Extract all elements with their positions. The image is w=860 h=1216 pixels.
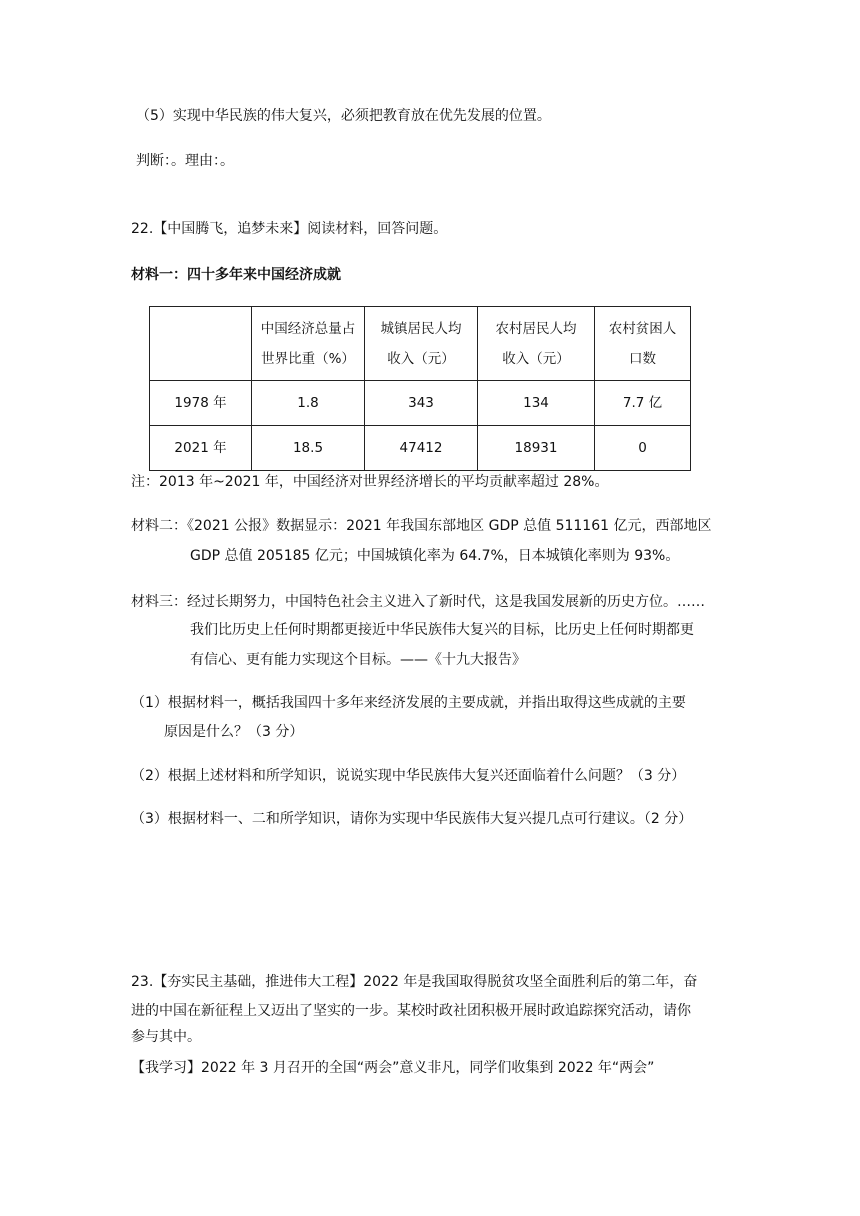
- question1-line1: （1）根据材料一，概括我国四十多年来经济发展的主要成就，并指出取得这些成就的主要: [131, 695, 686, 711]
- table-row: [150, 381, 691, 426]
- material1-title: 材料一：四十多年来中国经济成就: [131, 267, 341, 283]
- economy-table: [149, 306, 691, 471]
- q23-line4: 【我学习】2022 年 3 月召开的全国“两会”意义非凡，同学们收集到 2022 年“两会”: [131, 1060, 655, 1076]
- q22-title: 22.【中国腾飞，追梦未来】阅读材料，回答问题。: [131, 221, 448, 237]
- table-cell: 18931: [478, 426, 595, 471]
- material2-line1: 材料二：《2021 公报》数据显示：2021 年我国东部地区 GDP 总值 511161 亿元，西部地区: [131, 518, 712, 534]
- table-cell: 134: [478, 381, 595, 426]
- table-note: 注：2013 年~2021 年，中国经济对世界经济增长的平均贡献率超过 28%。: [131, 474, 609, 490]
- header-cell-rural-poor: 农村贫困人 口数: [595, 307, 691, 381]
- table-cell: 1.8: [252, 381, 365, 426]
- table-row: [150, 426, 691, 471]
- question1-line2: 原因是什么？（3 分）: [164, 724, 304, 740]
- material3-line3: 有信心、更有能力实现这个目标。——《十九大报告》: [190, 652, 526, 668]
- table-cell: 47412: [365, 426, 478, 471]
- q23-line1: 23.【夯实民主基础，推进伟大工程】2022 年是我国取得脱贫攻坚全面胜利后的第二年，奋: [131, 974, 698, 990]
- q21-item5: （5）实现中华民族的伟大复兴，必须把教育放在优先发展的位置。: [136, 108, 551, 124]
- material2-line2: GDP 总值 205185 亿元；中国城镇化率为 64.7%，日本城镇化率则为 93%。: [190, 548, 680, 564]
- table-cell: 0: [595, 426, 691, 471]
- q21-judge: 判断：。理由：。: [136, 153, 234, 169]
- table-cell-year: 2021 年: [150, 426, 252, 471]
- table-cell: 343: [365, 381, 478, 426]
- question3: （3）根据材料一、二和所学知识，请你为实现中华民族伟大复兴提几点可行建议。（2 分）: [131, 811, 693, 827]
- header-cell-gdp-share: 中国经济总量占 世界比重（%）: [252, 307, 365, 381]
- q23-line3: 参与其中。: [131, 1029, 201, 1045]
- table-cell-year: 1978 年: [150, 381, 252, 426]
- table-cell: 7.7 亿: [595, 381, 691, 426]
- question2: （2）根据上述材料和所学知识，说说实现中华民族伟大复兴还面临着什么问题？（3 分）: [131, 768, 686, 784]
- header-cell-urban-income: 城镇居民人均 收入（元）: [365, 307, 478, 381]
- header-cell-empty: [150, 307, 252, 381]
- table-header-row: [150, 307, 691, 381]
- table-cell: 18.5: [252, 426, 365, 471]
- header-cell-rural-income: 农村居民人均 收入（元）: [478, 307, 595, 381]
- q23-line2: 进的中国在新征程上又迈出了坚实的一步。某校时政社团积极开展时政追踪探究活动，请你: [131, 1003, 691, 1019]
- material3-line1: 材料三：经过长期努力，中国特色社会主义进入了新时代，这是我国发展新的历史方位。……: [131, 594, 705, 610]
- material3-line2: 我们比历史上任何时期都更接近中华民族伟大复兴的目标，比历史上任何时期都更: [190, 622, 694, 638]
